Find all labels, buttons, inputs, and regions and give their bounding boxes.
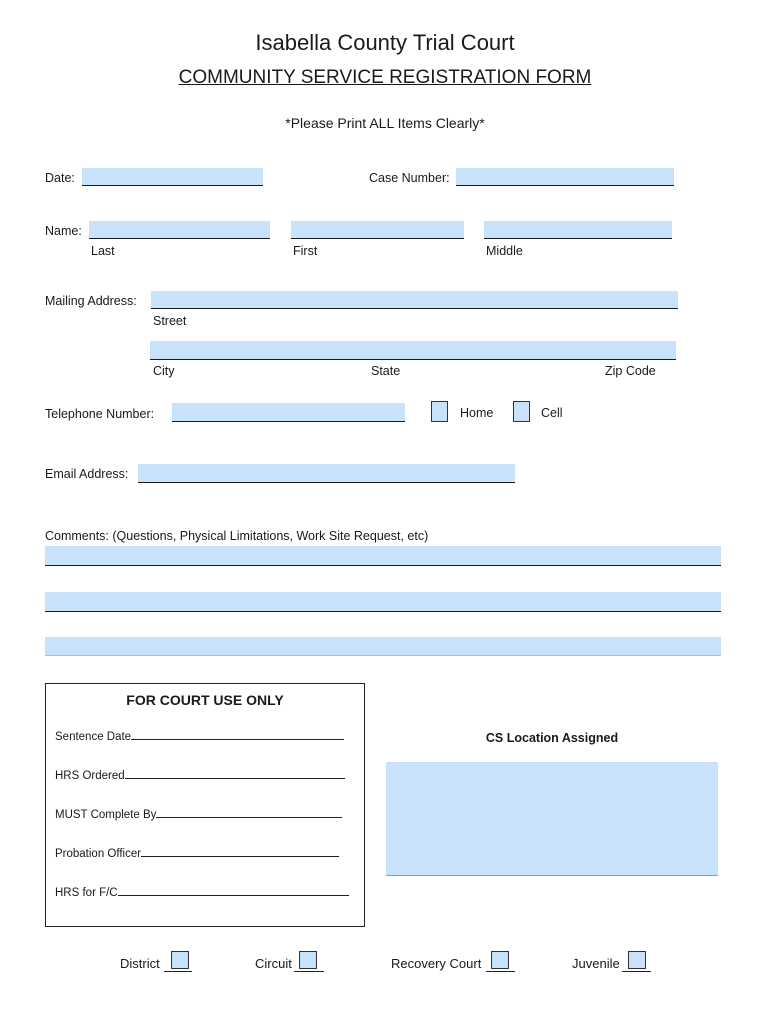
cell-checkbox[interactable] [513,401,530,422]
must-complete-row [55,807,342,821]
recovery-court-underline [486,971,515,972]
probation-officer-row [55,846,339,860]
sentence-date-label: Sentence Date [55,731,132,743]
court-use-title: FOR COURT USE ONLY [126,692,284,708]
date-input[interactable] [82,169,263,186]
home-label: Home [460,406,494,420]
city-state-zip-field[interactable] [150,341,676,360]
home-checkbox[interactable] [431,401,448,422]
recovery-court-checkbox[interactable] [491,951,509,969]
hrs-ordered-row [55,768,345,782]
comments-line-2[interactable] [45,592,721,612]
probation-officer-label: Probation Officer [55,848,142,860]
hrs-fc-line[interactable] [118,885,349,896]
print-instruction: *Please Print ALL Items Clearly* [285,115,485,131]
court-use-box [45,683,365,927]
must-complete-line[interactable] [156,807,342,818]
circuit-checkbox[interactable] [299,951,317,969]
telephone-input[interactable] [172,403,405,421]
telephone-label: Telephone Number: [45,407,155,421]
middle-sublabel: Middle [486,244,523,258]
district-underline [164,971,192,972]
name-label: Name: [45,224,82,238]
city-state-zip-input[interactable] [150,341,676,359]
comments-line-1[interactable] [45,546,721,566]
comments-label: Comments: (Questions, Physical Limitations, Work Site Request, etc) [45,529,429,543]
last-name-field[interactable] [89,221,270,239]
case-number-field[interactable] [456,168,674,186]
hrs-ordered-label: HRS Ordered [55,770,125,782]
hrs-ordered-line[interactable] [125,768,345,779]
first-name-field[interactable] [291,221,464,239]
mailing-address-label: Mailing Address: [45,294,137,308]
cs-location-label: CS Location Assigned [485,731,619,745]
circuit-underline [294,971,324,972]
juvenile-underline [622,971,651,972]
hrs-fc-label: HRS for F/C [55,887,118,899]
case-number-label: Case Number: [369,171,450,185]
last-sublabel: Last [91,244,115,258]
street-sublabel: Street [153,314,187,328]
comments-input-3[interactable] [45,637,721,655]
street-input[interactable] [151,292,678,309]
juvenile-label: Juvenile [572,956,620,971]
district-checkbox[interactable] [171,951,189,969]
must-complete-label: MUST Complete By [55,809,157,821]
first-name-input[interactable] [291,222,464,239]
street-field[interactable] [151,291,678,309]
hrs-fc-row [55,885,349,899]
cs-location-field[interactable] [386,762,718,876]
date-label: Date: [45,171,75,185]
district-label: District [120,956,160,971]
date-field[interactable] [82,168,263,186]
telephone-field[interactable] [172,403,405,422]
city-sublabel: City [153,364,175,378]
cell-label: Cell [541,406,563,420]
email-input[interactable] [138,464,515,482]
last-name-input[interactable] [89,222,270,239]
middle-name-input[interactable] [484,222,672,239]
email-field[interactable] [138,464,515,483]
zip-sublabel: Zip Code [605,364,656,378]
middle-name-field[interactable] [484,221,672,239]
comments-input-1[interactable] [45,546,721,565]
form-title: COMMUNITY SERVICE REGISTRATION FORM [178,67,592,88]
email-label: Email Address: [45,467,129,481]
sentence-date-row [55,729,344,743]
comments-input-2[interactable] [45,592,721,611]
first-sublabel: First [293,244,318,258]
juvenile-checkbox[interactable] [628,951,646,969]
circuit-label: Circuit [255,956,292,971]
sentence-date-line[interactable] [131,729,344,740]
comments-line-3[interactable] [45,637,721,656]
recovery-court-label: Recovery Court [391,956,482,971]
probation-officer-line[interactable] [141,846,339,857]
court-name: Isabella County Trial Court [255,30,515,55]
case-number-input[interactable] [456,169,674,186]
state-sublabel: State [371,364,401,378]
